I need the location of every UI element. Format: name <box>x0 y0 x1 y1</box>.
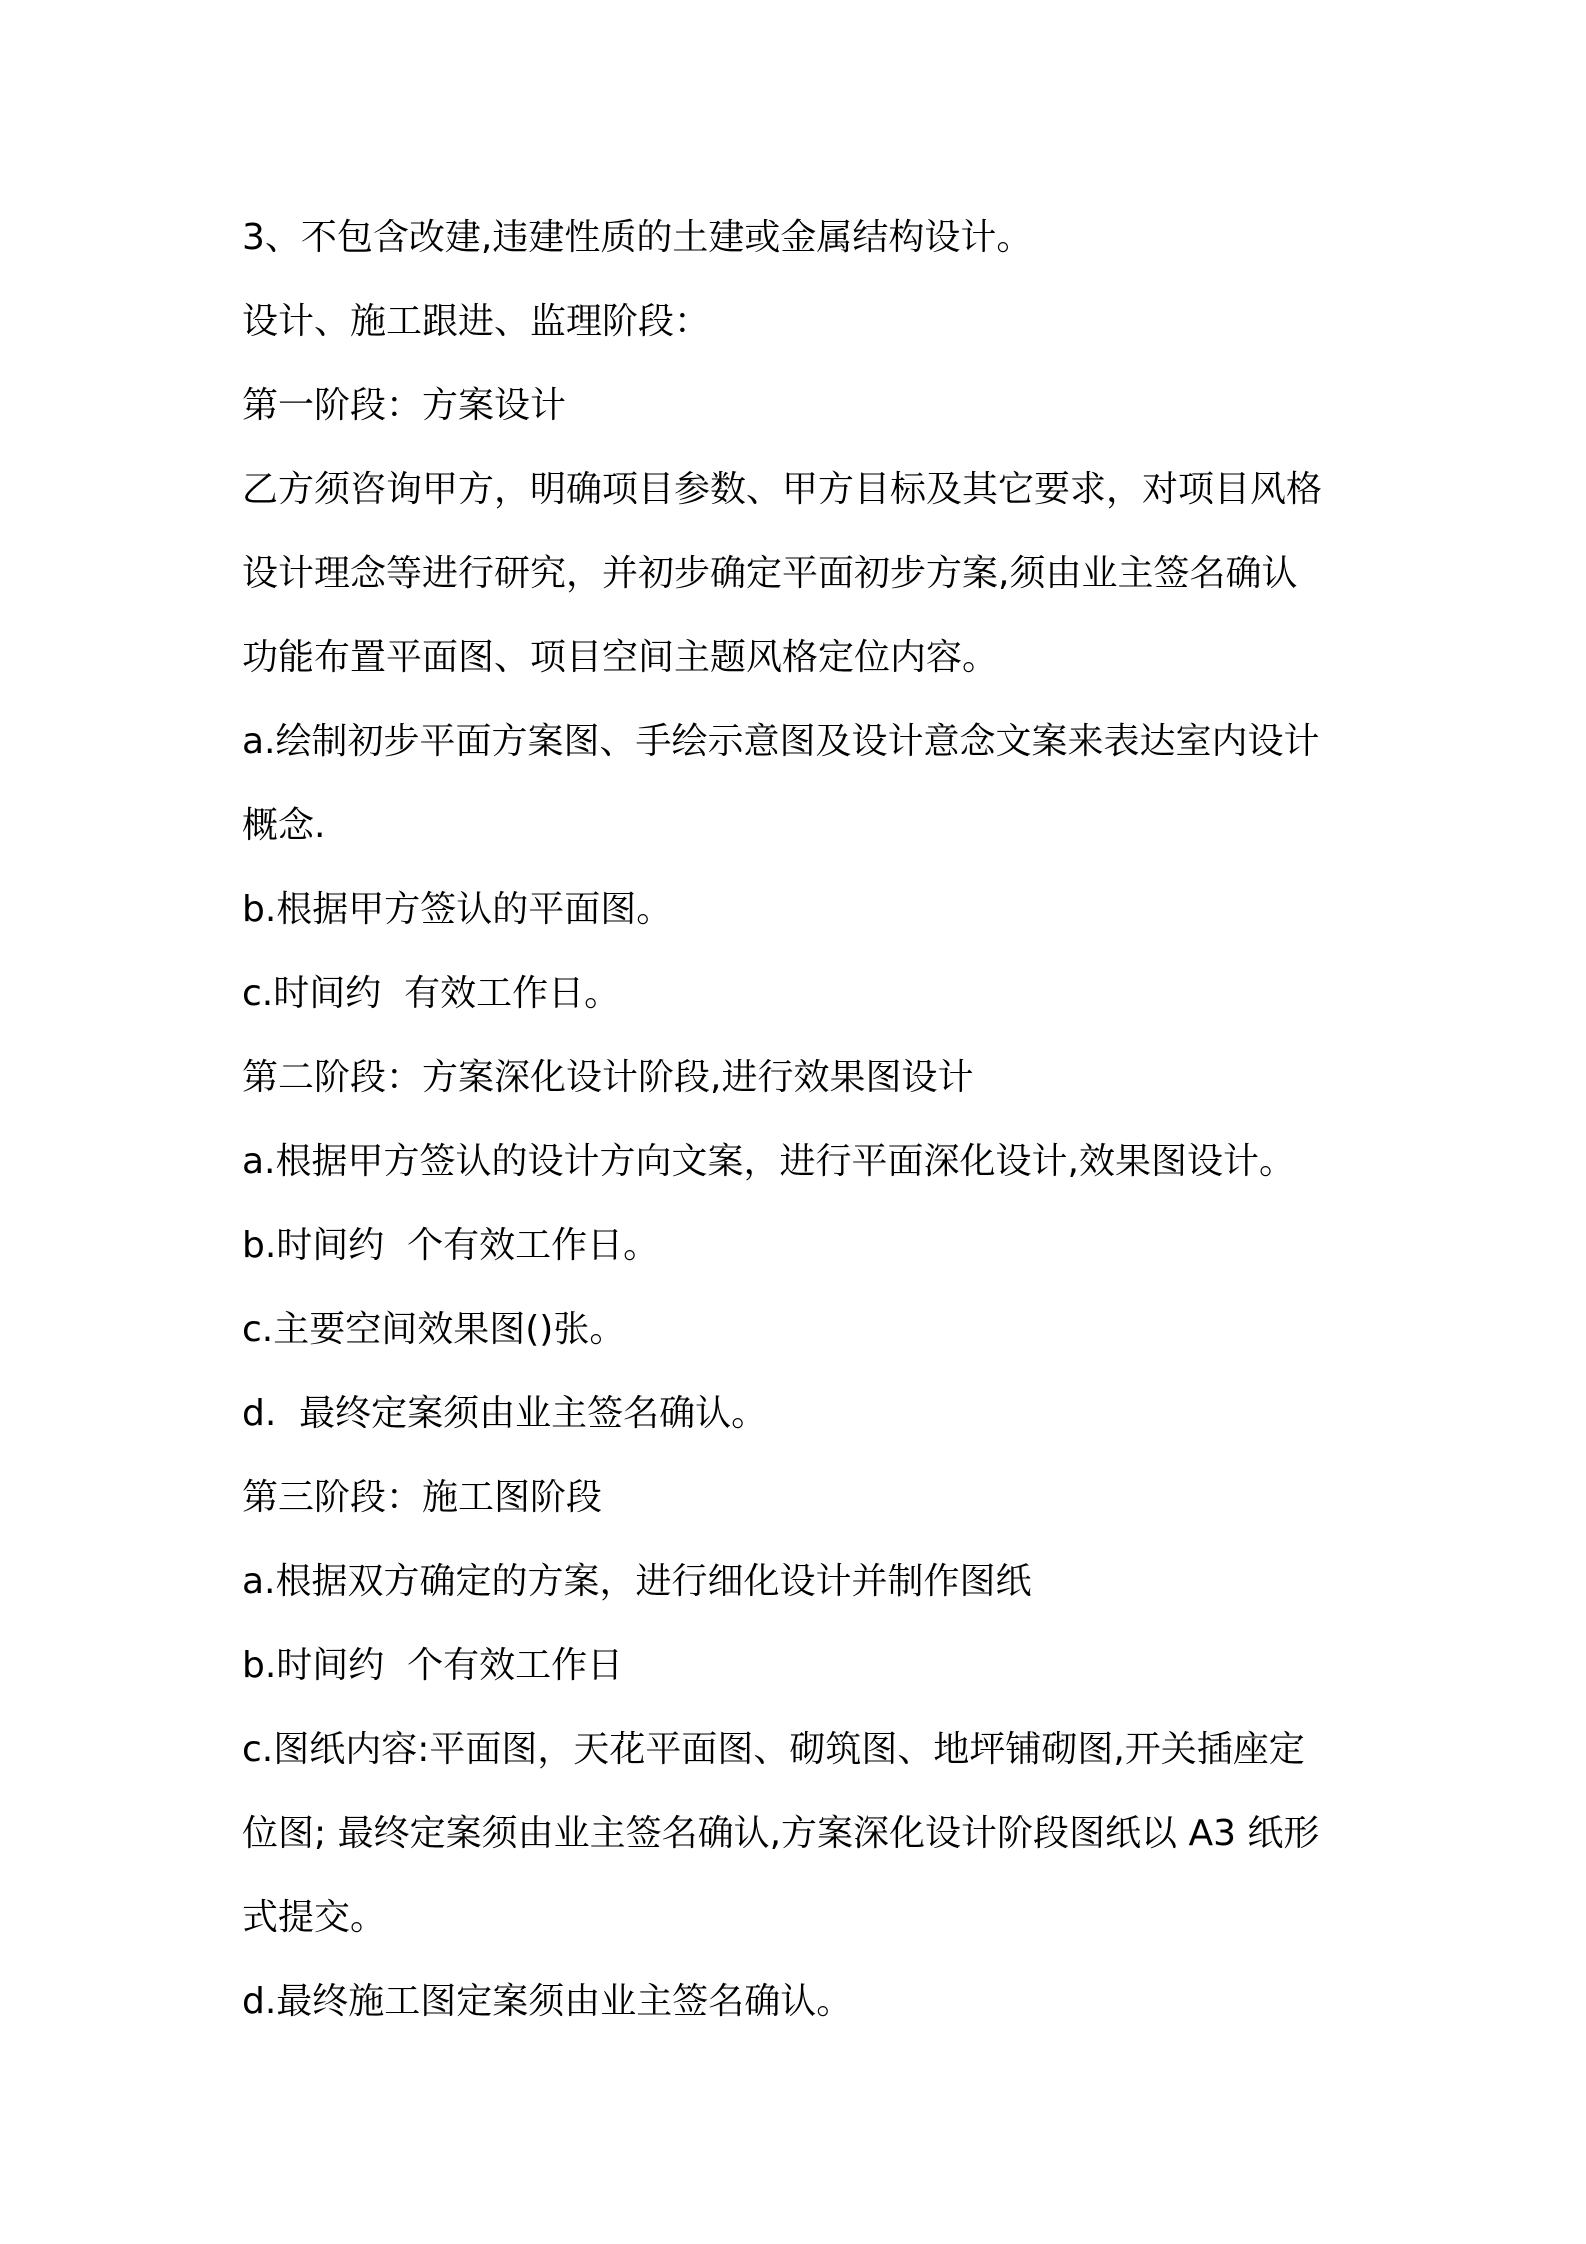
list-item: b.时间约 个有效工作日 <box>242 1645 624 1686</box>
list-item: a.根据甲方签认的设计方向文案，进行平面深化设计,效果图设计。 <box>242 1141 1295 1182</box>
stage-heading: 第三阶段：施工图阶段 <box>242 1477 603 1518</box>
list-item: d.最终施工图定案须由业主签名确认。 <box>242 1981 853 2022</box>
list-item: b.根据甲方签认的平面图。 <box>242 889 673 930</box>
list-item: c.图纸内容:平面图，天花平面图、砌筑图、地坪铺砌图,开关插座定 <box>242 1729 1305 1770</box>
list-item: a.根据双方确定的方案，进行细化设计并制作图纸 <box>242 1561 1032 1602</box>
text-line: 设计理念等进行研究，并初步确定平面初步方案,须由业主签名确认 <box>242 553 1298 594</box>
list-item: b.时间约 个有效工作日。 <box>242 1225 660 1266</box>
text-line: 功能布置平面图、项目空间主题风格定位内容。 <box>242 637 999 678</box>
list-item: a.绘制初步平面方案图、手绘示意图及设计意念文案来表达室内设计 <box>242 721 1320 762</box>
document-body <box>242 196 1362 2044</box>
text-line: 概念. <box>242 805 326 846</box>
text-line: 式提交。 <box>242 1897 387 1938</box>
stage-heading: 第二阶段：方案深化设计阶段,进行效果图设计 <box>242 1057 974 1098</box>
list-item: d. 最终定案须由业主签名确认。 <box>242 1393 768 1434</box>
section-heading: 设计、施工跟进、监理阶段： <box>242 301 711 342</box>
text-line: 3、不包含改建,违建性质的土建或金属结构设计。 <box>242 217 1033 258</box>
list-item: c.主要空间效果图()张。 <box>242 1309 626 1350</box>
text-line: 位图; 最终定案须由业主签名确认,方案深化设计阶段图纸以 A3 纸形 <box>242 1813 1320 1854</box>
stage-heading: 第一阶段：方案设计 <box>242 385 567 426</box>
list-item: c.时间约 有效工作日。 <box>242 973 621 1014</box>
text-line: 乙方须咨询甲方，明确项目参数、甲方目标及其它要求，对项目风格 <box>242 469 1323 510</box>
